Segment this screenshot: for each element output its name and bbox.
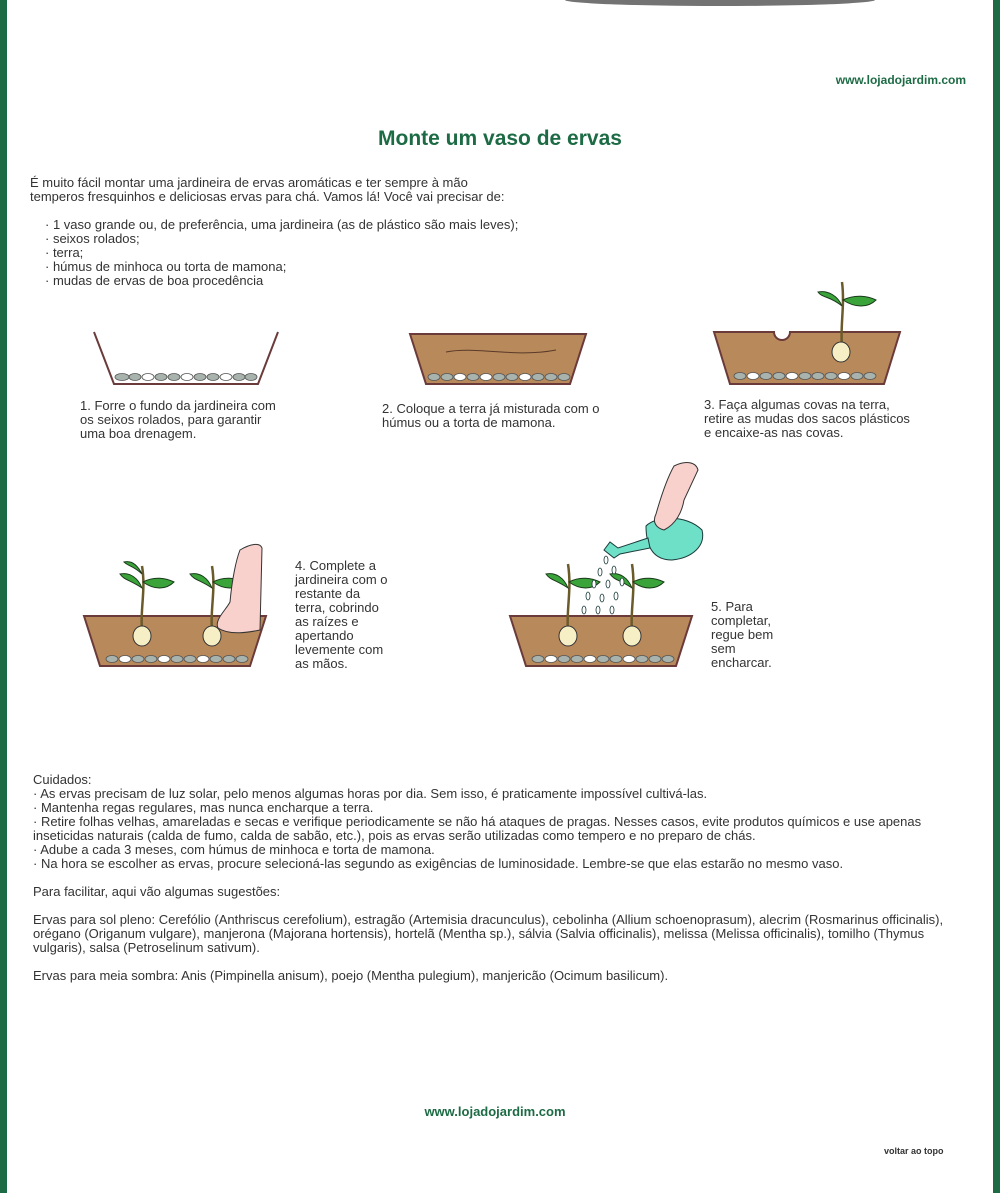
half-shade-herbs: Ervas para meia sombra: Anis (Pimpinella anisum), poejo (Mentha pulegium), manjericão (Ocimum basilicum). <box>33 968 669 983</box>
materials-list <box>45 218 518 288</box>
step-line: apertando <box>295 628 354 643</box>
step-line: terra, cobrindo <box>295 600 379 615</box>
step-line: 2. Coloque a terra já misturada com o <box>382 401 600 416</box>
right-border <box>993 0 1000 1193</box>
list-item: · Mantenha regas regulares, mas nunca encharque a terra. <box>33 800 374 815</box>
care-section <box>33 773 968 983</box>
spacer <box>33 871 968 885</box>
care-heading: Cuidados: <box>33 772 92 787</box>
step-line: as raízes e <box>295 614 359 629</box>
step-line: 1. Forre o fundo da jardineira com <box>80 398 276 413</box>
step-line: os seixos rolados, para garantir <box>80 412 262 427</box>
step-line: regue bem <box>711 627 774 642</box>
full-sun-herbs: Ervas para sol pleno: Cerefólio (Anthriscus cerefolium), estragão (Artemisia dracunculus), cebolinha (Allium schoenoprasum), alecrim (Rosmarinus officinalis), orégano (Origanum vulgare), manjerona (Majorana hortensis), hortelã (Mentha sp.), sálvia (Salvia officinalis), melissa (Melissa officinalis), tomilho (Thymus vulgaris), salsa (Petroselinum sativum). <box>33 912 944 955</box>
step-line: húmus ou a torta de mamona. <box>382 415 556 430</box>
step-line: jardineira com o <box>295 572 388 587</box>
step-line: 4. Complete a <box>295 558 376 573</box>
suggestions-intro: Para facilitar, aqui vão algumas sugestões: <box>33 884 281 899</box>
step-5-text <box>711 600 811 670</box>
left-border <box>0 0 7 1193</box>
step-line: 3. Faça algumas covas na terra, <box>704 397 890 412</box>
list-item: · húmus de minhoca ou torta de mamona; <box>45 259 287 274</box>
step-2-text <box>382 402 642 430</box>
step-line: restante da <box>295 586 361 601</box>
list-item: · Adube a cada 3 meses, com húmus de minhoca e torta de mamona. <box>33 842 435 857</box>
step-1-text <box>80 399 320 441</box>
list-item: · Retire folhas velhas, amareladas e secas e verifique periodicamente se não há ataques de pragas. Nesses casos, evite produtos químicos e use apenas inseticidas naturais (calda de fumo, calda de sabão, etc.), pois as ervas serão utilizadas como tempero e no preparo de chás. <box>33 814 922 843</box>
step-line: sem <box>711 641 736 656</box>
list-item: · As ervas precisam de luz solar, pelo menos algumas horas por dia. Sem isso, é praticamente impossível cultivá-las. <box>33 786 708 801</box>
intro-line: É muito fácil montar uma jardineira de ervas aromáticas e ter sempre à mão <box>30 175 468 190</box>
step-line: completar, <box>711 613 771 628</box>
step-line: encharcar. <box>711 655 772 670</box>
spacer <box>33 899 968 913</box>
site-link-bottom[interactable]: www.lojadojardim.com <box>424 1104 566 1119</box>
step-line: 5. Para <box>711 599 753 614</box>
step-5-illustration <box>506 460 706 670</box>
list-item: · terra; <box>45 245 84 260</box>
list-item: · 1 vaso grande ou, de preferência, uma jardineira (as de plástico são mais leves); <box>45 217 519 232</box>
list-item: · Na hora se escolher as ervas, procure selecioná-las segundo as exigências de luminosidade. Lembre-se que elas estarão no mesmo vaso. <box>33 856 844 871</box>
step-3-illustration <box>710 276 904 388</box>
list-item: · seixos rolados; <box>45 231 140 246</box>
step-line: e encaixe-as nas covas. <box>704 425 844 440</box>
page-title: Monte um vaso de ervas <box>378 127 622 150</box>
step-line: as mãos. <box>295 656 348 671</box>
step-3-text <box>704 398 964 440</box>
step-2-illustration <box>406 330 590 388</box>
site-link-top[interactable]: www.lojadojardim.com <box>835 73 966 87</box>
spacer <box>33 955 968 969</box>
back-to-top-link[interactable]: voltar ao topo <box>884 1146 944 1156</box>
top-decoration <box>565 0 875 6</box>
step-4-text <box>295 559 415 671</box>
step-line: levemente com <box>295 642 384 657</box>
list-item: · mudas de ervas de boa procedência <box>45 273 264 288</box>
step-line: retire as mudas dos sacos plásticos <box>704 411 910 426</box>
step-4-illustration <box>80 540 274 670</box>
step-line: uma boa drenagem. <box>80 426 197 441</box>
intro-text <box>30 176 550 204</box>
step-1-illustration <box>90 328 282 388</box>
intro-line: temperos fresquinhos e deliciosas ervas para chá. Vamos lá! Você vai precisar de: <box>30 189 505 204</box>
